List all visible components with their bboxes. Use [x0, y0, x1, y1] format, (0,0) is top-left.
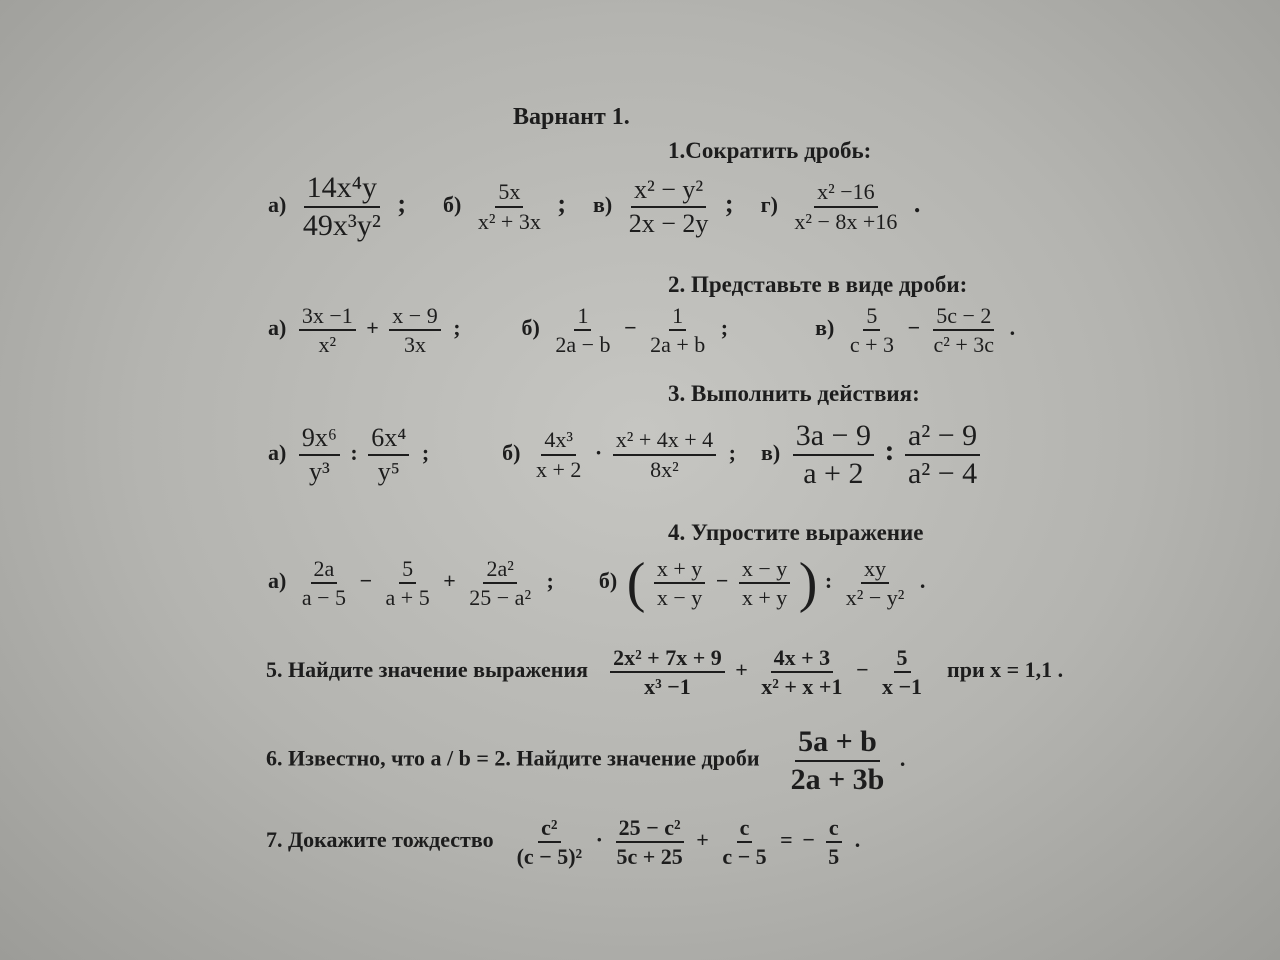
section-3-row: а) $\frac{\text{9x⁶}}{\text{y³}}$ : $\frac{\text{6x⁴}}{\text{y⁵}}$ ; б) $\frac{\text{4x³}}{x + 2}$ · $\frac{\text{x² + 4x + 4}}{\text{8x²}}$ ; в) $\frac{3a - 9}{a + 2}$ : $\frac{\text{a² − 9}}{\text{a² − 4}}$ — [268, 420, 983, 489]
task-6-text: 6. Известно, что a / b = 2. Найдите значение дроби — [266, 745, 760, 771]
right-paren: ) — [798, 552, 818, 614]
section-4-row: а) $\frac{2a}{a - 5}$ − $\frac{5}{a + 5}$ + $\frac{\text{2a²}}{\text{25 − a²}}$ ; б) ( $\frac{x + y}{x - y}$ − $\frac{x - y}{x + y}$ ) : $\frac{xy}{\text{x² − y²}}$ . — [268, 552, 926, 614]
fraction: $\frac{3x -1}{\text{x²}}$ — [299, 304, 356, 356]
fraction: $\frac{1}{2a + b}$ — [650, 303, 706, 358]
task-7-text: 7. Докажите тождество — [266, 827, 494, 853]
section-3-heading: 3. Выполнить действия: — [668, 381, 920, 406]
fraction: $\frac{\text{a² − 9}}{\text{a² − 4}}$ — [905, 420, 980, 489]
item-label: а) — [268, 192, 287, 218]
fraction: $\frac{1}{2a - b}$ — [555, 303, 611, 358]
fraction: $\frac{\text{x² − y²}}{2x - 2y}$ — [628, 175, 709, 238]
item-label: а) — [268, 315, 287, 341]
section-4-heading: 4. Упростите выражение — [668, 520, 924, 545]
fraction: $\frac{\text{6x⁴}}{\text{y⁵}}$ — [368, 424, 409, 485]
fraction: $\frac{5}{x -1}$ — [882, 645, 923, 700]
fraction: $\frac{x - y}{x + y}$ — [739, 557, 790, 609]
fraction: $\frac{5}{c + 3}$ — [849, 303, 894, 358]
item-label: б) — [598, 568, 618, 594]
item-label: а) — [268, 568, 287, 594]
section-2-heading: 2. Представьте в виде дроби: — [668, 272, 968, 297]
fraction: $\frac{\text{2x² + 7x + 9}}{\text{x³ −1}}$ — [610, 646, 725, 698]
fraction: $\frac{\text{4x³}}{x + 2}$ — [535, 427, 582, 482]
section-1-row: а) $\frac{\text{14x⁴y}}{\text{49x³y²}}$ ; б) $\frac{5x}{\text{x² + 3x}}$ ; в) $\frac{\text{x² − y²}}{2x - 2y}$ ; г) $\frac{\text{x² −16}}{\text{x² − 8x +16}}$ . — [268, 171, 921, 242]
section-2-row: а) $\frac{3x -1}{\text{x²}}$ + $\frac{x - 9}{3x}$ ; б) $\frac{1}{2a - b}$ − $\frac{1}{2a + b}$ ; в) $\frac{5}{c + 3}$ − $\frac{5c - 2}{\text{c² + 3c}}$ . — [268, 303, 1016, 358]
item-label: г) — [760, 192, 778, 218]
fraction: $\frac{5c - 2}{\text{c² + 3c}}$ — [933, 303, 995, 358]
fraction: $\frac{\text{2a²}}{\text{25 − a²}}$ — [469, 555, 532, 610]
item-label: в) — [760, 439, 781, 465]
fraction: $\frac{\text{x² −16}}{\text{x² − 8x +16}}$ — [794, 179, 898, 234]
fraction: $\frac{\text{c²}}{\text{(c − 5)²}}$ — [516, 815, 583, 870]
item-label: б) — [443, 192, 462, 218]
fraction: $\frac{5}{a + 5}$ — [385, 555, 430, 610]
fraction: $\frac{\text{25 − c²}}{5c + 25}$ — [616, 815, 683, 870]
task-5-condition: при x = 1,1 . — [947, 657, 1064, 683]
item-label: б) — [521, 315, 540, 341]
task-6-row: 6. Известно, что a / b = 2. Найдите значение дроби $\frac{5a + b}{2a + 3b}$ . — [266, 725, 906, 796]
fraction: $\frac{5x}{\text{x² + 3x}}$ — [477, 179, 541, 234]
task-5-text: 5. Найдите значение выражения — [266, 657, 589, 683]
fraction: $\frac{\text{x² + 4x + 4}}{\text{8x²}}$ — [613, 428, 716, 480]
left-paren: ( — [626, 552, 646, 614]
item-label: в) — [593, 192, 613, 218]
item-label: б) — [502, 439, 521, 465]
section-1-heading: 1.Сократить дробь: — [668, 138, 872, 163]
fraction: $\frac{c}{5}$ — [825, 816, 842, 868]
item-label: а) — [268, 439, 287, 465]
fraction: $\frac{2a}{a - 5}$ — [301, 555, 346, 610]
fraction: $\frac{x - 9}{3x}$ — [389, 304, 440, 356]
item-label: в) — [815, 315, 835, 341]
fraction: $\frac{c}{c - 5}$ — [722, 815, 767, 870]
fraction: $\frac{xy}{\text{x² − y²}}$ — [845, 555, 905, 610]
variant-title: Варнант 1. — [513, 104, 630, 130]
fraction: $\frac{5a + b}{2a + 3b}$ — [790, 725, 885, 796]
task-7-row: 7. Докажите тождество $\frac{\text{c²}}{\text{(c − 5)²}}$ · $\frac{\text{25 − c²}}{5c + 25}$ + $\frac{c}{c - 5}$ = − $\frac{c}{5}$ . — [266, 815, 861, 870]
fraction: $\frac{\text{14x⁴y}}{\text{49x³y²}}$ — [302, 171, 381, 242]
fraction: $\frac{\text{9x⁶}}{\text{y³}}$ — [299, 424, 340, 485]
fraction: $\frac{3a - 9}{a + 2}$ — [793, 420, 874, 489]
fraction: $\frac{4x + 3}{\text{x² + x +1}}$ — [761, 645, 843, 700]
fraction: $\frac{x + y}{x - y}$ — [654, 557, 705, 609]
task-5-row: 5. Найдите значение выражения $\frac{\text{2x² + 7x + 9}}{\text{x³ −1}}$ + $\frac{4x + 3}{\text{x² + x +1}}$ − $\frac{5}{x -1}$ при x = 1,1 . — [266, 645, 1064, 700]
